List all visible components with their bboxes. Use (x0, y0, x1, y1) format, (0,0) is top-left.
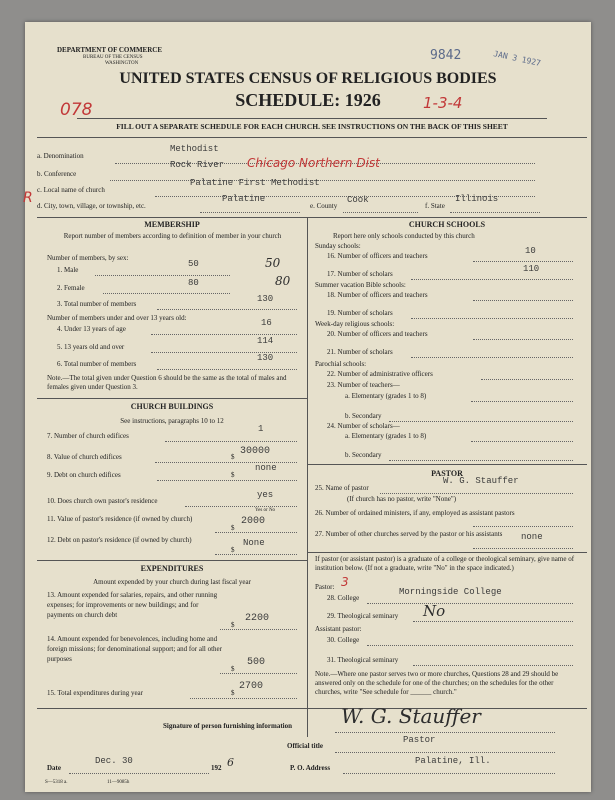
q1-handwritten-value: 50 (265, 256, 281, 270)
census-schedule-page (25, 22, 591, 792)
dotted-line (151, 352, 297, 353)
q28-label: 28. College (327, 594, 360, 602)
membership-note: Note.—The total given under Question 6 should be the same as the total of males and females given under Question 3. (47, 374, 287, 391)
dotted-line (200, 212, 300, 213)
q17-label: 17. Number of scholars (327, 270, 393, 278)
q8-dollar: $ (231, 453, 235, 461)
date-value: Dec. 30 (95, 756, 133, 766)
form-number: S—5318 a. (45, 780, 68, 785)
q11-label: 11. Value of pastor's residence (if owned by church) (47, 515, 193, 523)
dotted-line (413, 621, 573, 622)
members-by-sex-label: Number of members, by sex: (47, 254, 129, 262)
dotted-line (473, 339, 573, 340)
q2-label: 2. Female (57, 284, 85, 292)
dotted-line (389, 421, 573, 422)
q2-typed-value: 80 (188, 278, 199, 288)
pastor-sub-label: Pastor: (315, 583, 335, 591)
signature: W. G. Stauffer (341, 704, 481, 728)
dotted-line (190, 698, 297, 699)
expenditures-heading: EXPENDITURES (140, 564, 204, 573)
year-suffix: 6 (227, 756, 234, 769)
dotted-line (185, 506, 297, 507)
q1-typed-value: 50 (188, 259, 199, 269)
expenditures-intro: Amount expended by your church during last fiscal year (93, 578, 251, 586)
dotted-line (343, 773, 555, 774)
denomination-value: Methodist (170, 144, 219, 154)
dotted-line (151, 334, 297, 335)
q10-value: yes (257, 490, 274, 500)
rule (37, 137, 587, 138)
received-date-stamp: JAN 3 1927 (492, 49, 542, 68)
dotted-line (367, 645, 573, 646)
q14-value: 500 (247, 657, 266, 668)
sunday-schools-label: Sunday schools: (315, 242, 361, 250)
q24b-label: b. Secondary (345, 451, 382, 459)
q30-label: 30. College (327, 636, 360, 644)
denomination-label: a. Denomination (37, 152, 84, 160)
q24-label: 24. Number of scholars— (327, 422, 400, 430)
dotted-line (413, 665, 573, 666)
q23b-label: b. Secondary (345, 412, 382, 420)
q23-label: 23. Number of teachers— (327, 381, 400, 389)
dotted-line (157, 480, 297, 481)
q13-value: 2200 (245, 613, 270, 624)
q15-value: 2700 (239, 681, 264, 692)
q31-label: 31. Theological seminary (327, 656, 399, 664)
q13-dollar: $ (231, 621, 235, 629)
q23a-label: a. Elementary (grades 1 to 8) (345, 392, 427, 400)
membership-intro: Report number of members according to definition of member in your church (63, 232, 282, 240)
q5-label: 5. 13 years old and over (57, 343, 125, 351)
rule (37, 560, 307, 561)
dotted-line (343, 212, 418, 213)
dotted-line (411, 357, 573, 358)
red-code-right: 1-3-4 (423, 94, 463, 112)
q15-label: 15. Total expenditures during year (47, 689, 143, 697)
county-value: Cook (347, 195, 369, 205)
dotted-line (411, 318, 573, 319)
q4-value: 16 (261, 318, 272, 328)
po-address-value: Palatine, Ill. (415, 756, 491, 766)
dotted-line (380, 493, 573, 494)
q6-value: 130 (257, 353, 274, 363)
dotted-line (473, 261, 573, 262)
q8-label: 8. Value of church edifices (47, 453, 122, 461)
county-label: e. County (310, 202, 338, 210)
dotted-line (95, 275, 230, 276)
q21-label: 21. Number of scholars (327, 348, 393, 356)
dotted-line (165, 441, 297, 442)
q16-label: 16. Number of officers and teachers (327, 252, 428, 260)
q2-handwritten-value: 80 (275, 274, 291, 288)
city-field-value: Palatine (222, 194, 266, 204)
date-label: Date (47, 764, 61, 772)
q29-value: No (423, 602, 446, 620)
dotted-line (220, 629, 297, 630)
schools-intro: Report here only schools conducted by this church (333, 232, 475, 240)
q14-label: 14. Amount expended for benevolences, including home and foreign missions; for denominational support; and for all other purposes (47, 635, 222, 663)
q28-value: Morningside College (399, 587, 502, 597)
q12-value: None (243, 538, 265, 548)
assistant-pastor-label: Assistant pastor: (315, 625, 362, 633)
dotted-line (473, 526, 573, 527)
buildings-heading: CHURCH BUILDINGS (130, 402, 214, 411)
dotted-line (157, 309, 297, 310)
q29-label: 29. Theological seminary (327, 612, 399, 620)
q19-label: 19. Number of scholars (327, 309, 393, 317)
q22-label: 22. Number of administrative officers (327, 370, 433, 378)
pastor-red-mark: 3 (341, 575, 349, 589)
parochial-schools-label: Parochial schools: (315, 360, 367, 368)
instructions-line: FILL OUT A SEPARATE SCHEDULE FOR EACH CHURCH. SEE INSTRUCTIONS ON THE BACK OF THIS SHEET (116, 122, 508, 131)
q25-value: W. G. Stauffer (443, 476, 519, 486)
summer-schools-label: Summer vacation Bible schools: (315, 281, 406, 289)
q9-value: none (255, 463, 277, 473)
dotted-line (69, 773, 209, 774)
department-label: DEPARTMENT OF COMMERCE (57, 46, 163, 54)
dotted-line (110, 180, 535, 181)
signature-label: Signature of person furnishing information (163, 722, 292, 730)
q13-label: 13. Amount expended for salaries, repairs, and other running expenses; for improvements or new buildings; and for payments on church debt (47, 591, 218, 619)
city-field-label: d. City, town, village, or township, etc. (37, 202, 146, 210)
conference-label: b. Conference (37, 170, 77, 178)
q10-hint: Yes or No (255, 508, 276, 513)
q12-label: 12. Debt on pastor's residence (if owned by church) (47, 536, 192, 544)
q16-value: 10 (525, 246, 536, 256)
q7-value: 1 (258, 424, 264, 434)
q12-dollar: $ (231, 546, 235, 554)
rule (77, 118, 547, 119)
dotted-line (481, 379, 573, 380)
dotted-line (215, 554, 297, 555)
red-code-left: 078 (60, 100, 93, 120)
q3-label: 3. Total number of members (57, 300, 137, 308)
conference-handwritten: Chicago Northern Dist (247, 156, 380, 170)
dotted-line (220, 673, 297, 674)
rule (37, 398, 307, 399)
form-title: UNITED STATES CENSUS OF RELIGIOUS BODIES (119, 70, 497, 87)
pastor-note: Note.—Where one pastor serves two or more churches, Questions 28 and 29 should be answered only on the schedule for one of the churches; on the schedules for the other churches, write "See schedule for ______ church." (315, 670, 559, 696)
buildings-intro: See instructions, paragraphs 10 to 12 (120, 417, 224, 425)
membership-heading: MEMBERSHIP (144, 220, 200, 229)
graduate-note: If pastor (or assistant pastor) is a graduate of a college or theological seminary, give name of institution below. (If not a graduate, write "No" in the space indicated.) (315, 555, 575, 572)
q27-value: none (521, 532, 543, 542)
po-address-label: P. O. Address (290, 764, 331, 772)
q5-value: 114 (257, 336, 274, 346)
dotted-line (471, 441, 573, 442)
q25-note: (If church has no pastor, write "None") (347, 495, 457, 503)
state-label: f. State (425, 202, 445, 210)
official-title-value: Pastor (403, 735, 436, 745)
q9-dollar: $ (231, 471, 235, 479)
city-label: WASHINGTON (105, 61, 139, 66)
rule (37, 708, 587, 709)
q7-label: 7. Number of church edifices (47, 432, 129, 440)
dotted-line (103, 293, 230, 294)
q26-label: 26. Number of ordained ministers, if any, employed as assistant pastors (315, 509, 515, 517)
dotted-line (335, 732, 555, 733)
stamp-number: 9842 (430, 48, 462, 63)
schools-heading: CHURCH SCHOOLS (408, 220, 486, 229)
print-number: 11—9085h (107, 780, 130, 785)
q25-label: 25. Name of pastor (315, 484, 369, 492)
q18-label: 18. Number of officers and teachers (327, 291, 428, 299)
dotted-line (389, 460, 573, 461)
official-title-label: Official title (287, 742, 323, 750)
q14-dollar: $ (231, 665, 235, 673)
q10-label: 10. Does church own pastor's residence (47, 497, 158, 505)
rule (37, 217, 587, 218)
q20-label: 20. Number of officers and teachers (327, 330, 428, 338)
q11-value: 2000 (241, 516, 266, 527)
age-intro-label: Number of members under and over 13 years old: (47, 314, 187, 322)
rule (307, 552, 587, 553)
q15-dollar: $ (231, 689, 235, 697)
schedule-title: SCHEDULE: 1926 (235, 90, 381, 110)
dotted-line (335, 752, 555, 753)
q4-label: 4. Under 13 years of age (57, 325, 126, 333)
weekday-schools-label: Week-day religious schools: (315, 320, 395, 328)
q11-dollar: $ (231, 524, 235, 532)
q8-value: 30000 (240, 446, 271, 457)
conference-value: Rock River (170, 160, 225, 170)
q27-label: 27. Number of other churches served by the pastor or his assistants (315, 530, 503, 538)
bureau-label: BUREAU OF THE CENSUS (83, 55, 143, 60)
q3-value: 130 (257, 294, 274, 304)
dotted-line (367, 603, 573, 604)
rule (307, 464, 587, 465)
dotted-line (157, 369, 297, 370)
pastor-heading: PASTOR (431, 469, 463, 478)
dotted-line (473, 548, 573, 549)
dotted-line (411, 279, 573, 280)
q9-label: 9. Debt on church edifices (47, 471, 121, 479)
dotted-line (450, 212, 540, 213)
dotted-line (473, 300, 573, 301)
dotted-line (471, 401, 573, 402)
q17-value: 110 (523, 264, 540, 274)
q24a-label: a. Elementary (grades 1 to 8) (345, 432, 427, 440)
state-value: Illinois (455, 194, 499, 204)
church-name-label: c. Local name of church (37, 186, 105, 194)
year-prefix: 192 (211, 764, 222, 772)
margin-mark: R (23, 190, 33, 206)
q6-label: 6. Total number of members (57, 360, 137, 368)
dotted-line (215, 532, 297, 533)
church-name-value: Palatine First Methodist (190, 178, 320, 188)
q1-label: 1. Male (57, 266, 79, 274)
